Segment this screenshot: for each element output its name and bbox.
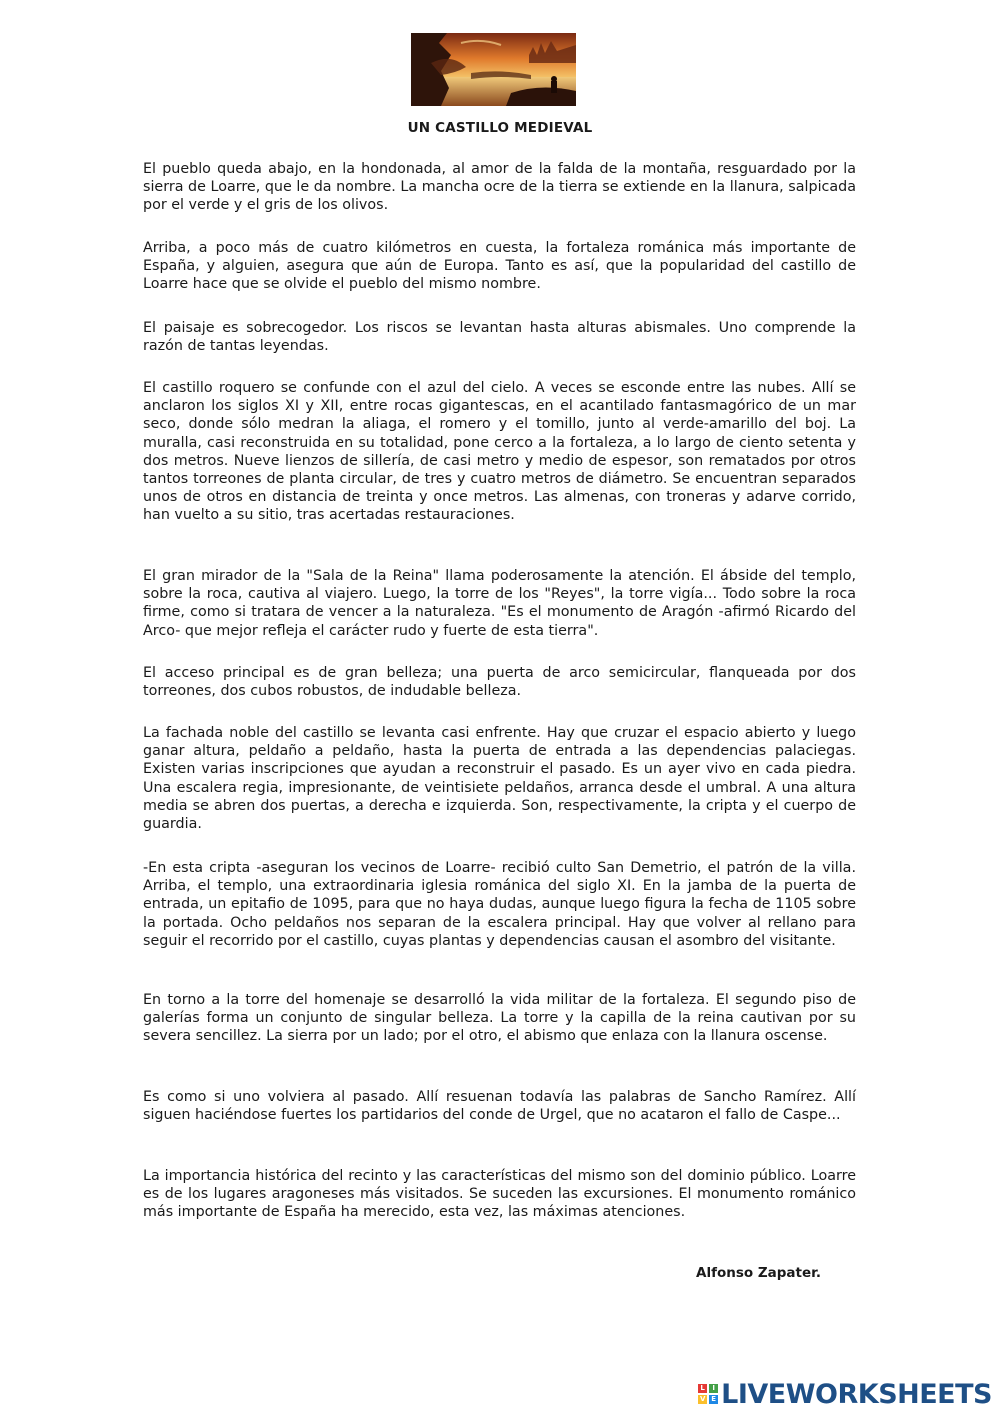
paragraph: En torno a la torre del homenaje se desarrolló la vida militar de la fortaleza. El segundo piso de galerías forma un conjunto de singular belleza. La torre y la capilla de la reina cautivan por su severa sencillez. La sierra por un lado; por el otro, el abismo que enlaza con la llanura oscense.	[143, 992, 856, 1045]
castle-sunset-painting-icon	[411, 33, 576, 106]
paragraph: La importancia histórica del recinto y las características del mismo son del dominio público. Loarre es de los lugares aragoneses más visitados. Se suceden las excursiones. El monumento románico más importante de España ha merecido, esta vez, las máximas atenciones.	[143, 1168, 856, 1221]
paragraph: El gran mirador de la "Sala de la Reina" llama poderosamente la atención. El ábside del templo, sobre la roca, cautiva al viajero. Luego, la torre de los "Reyes", la torre vigía... Todo sobre la roca firme, como si tratara de vencer a la naturaleza. "Es el monumento de Aragón -afirmó Ricardo del Arco- que mejor refleja el carácter rudo y fuerte de esta tierra".	[143, 568, 856, 639]
paragraph: El castillo roquero se confunde con el azul del cielo. A veces se esconde entre las nubes. Allí se anclaron los siglos XI y XII, entre rocas gigantescas, en el acantilado fantasmagórico de un mar seco, donde sólo medran la aliaga, el romero y el tomillo, junto al verde-amarillo del boj. La muralla, casi reconstruida en su totalidad, pone cerco a la fortaleza, a lo largo de ciento setenta y dos metros. Nueve lienzos de sillería, de casi metro y medio de espesor, son rematados por otros tantos torreones de planta circular, de tres y cuatro metros de diámetro. Se encuentran separados unos de otros en distancia de treinta y once metros. Las almenas, con troneras y adarve corrido, han vuelto a su sitio, tras acertadas restauraciones.	[143, 380, 856, 524]
brand-tile: I	[709, 1384, 718, 1393]
paragraph: El acceso principal es de gran belleza; una puerta de arco semicircular, flanqueada por dos torreones, dos cubos robustos, de indudable belleza.	[143, 665, 856, 700]
author-signature: Alfonso Zapater.	[696, 1265, 821, 1281]
brand-tile: L	[698, 1384, 707, 1393]
brand-text: LIVEWORKSHEETS	[721, 1378, 992, 1410]
paragraph: La fachada noble del castillo se levanta casi enfrente. Hay que cruzar el espacio abierto y luego ganar altura, peldaño a peldaño, hasta la puerta de entrada a las dependencias palaciegas. Existen varias inscripciones que ayudan a reconstruir el pasado. Es un ayer vivo en cada piedra. Una escalera regia, impresionante, de veintisiete peldaños, arranca desde el umbral. A una altura media se abren dos puertas, a derecha e izquierda. Son, respectivamente, la cripta y el cuerpo de guardia.	[143, 725, 856, 833]
header-image	[411, 33, 576, 106]
liveworksheets-logo[interactable]	[698, 1378, 992, 1410]
page-title: UN CASTILLO MEDIEVAL	[407, 120, 593, 136]
paragraph: -En esta cripta -aseguran los vecinos de Loarre- recibió culto San Demetrio, el patrón de la villa. Arriba, el templo, una extraordinaria iglesia románica del siglo XI. En la jamba de la puerta de entrada, un epitafio de 1095, para que no haya dudas, aunque luego figura la fecha de 1105 sobre la portada. Ocho peldaños nos separan de la escalera principal. Hay que volver al rellano para seguir el recorrido por el castillo, cuyas plantas y dependencias causan el asombro del visitante.	[143, 860, 856, 949]
paragraph: Arriba, a poco más de cuatro kilómetros en cuesta, la fortaleza románica más importante de España, y alguien, asegura que aún de Europa. Tanto es así, que la popularidad del castillo de Loarre hace que se olvide el pueblo del mismo nombre.	[143, 240, 856, 293]
paragraph: El paisaje es sobrecogedor. Los riscos se levantan hasta alturas abismales. Uno comprende la razón de tantas leyendas.	[143, 320, 856, 355]
brand-tile: E	[709, 1395, 718, 1404]
paragraph: Es como si uno volviera al pasado. Allí resuenan todavía las palabras de Sancho Ramírez. Allí siguen haciéndose fuertes los partidarios del conde de Urgel, que no acataron el fallo de Caspe...	[143, 1089, 856, 1124]
liveworksheets-mark-icon	[698, 1384, 718, 1404]
paragraph: El pueblo queda abajo, en la hondonada, al amor de la falda de la montaña, resguardado por la sierra de Loarre, que le da nombre. La mancha ocre de la tierra se extiende en la llanura, salpicada por el verde y el gris de los olivos.	[143, 161, 856, 214]
brand-tile: V	[699, 1395, 706, 1403]
